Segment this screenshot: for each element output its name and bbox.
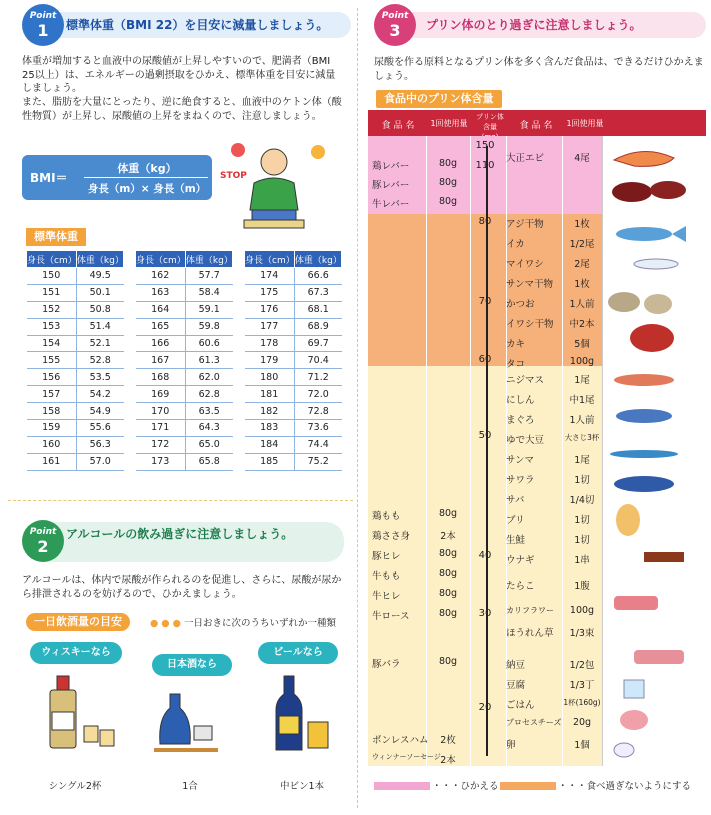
weight-cell: 72.0: [294, 386, 341, 403]
right-food-amount: 1尾: [574, 375, 590, 386]
header-amount-1: 1回使用量: [430, 119, 468, 128]
std-weight-row: [245, 268, 342, 285]
std-weight-header-row: [136, 251, 233, 268]
scale-tick-label: 30: [478, 608, 492, 619]
right-food-amount: 1/2包: [569, 660, 595, 671]
right-food-name: 大正エビ: [506, 153, 545, 164]
drink-guide-note: [150, 615, 336, 629]
right-food-name: 生鮭: [506, 535, 526, 546]
std-weight-table: [26, 250, 124, 471]
table-vline-3: [506, 136, 507, 766]
height-cell: 179: [245, 352, 295, 369]
right-food-name: 納豆: [506, 660, 526, 671]
right-food-name: イワシ干物: [506, 319, 554, 330]
header-purine: プリン体含量: [476, 113, 504, 131]
right-food-amount: 1枚: [574, 279, 590, 290]
weight-cell: 60.6: [185, 335, 232, 352]
right-food-name: にしん: [506, 395, 535, 406]
point3-badge-word: Point: [381, 11, 409, 21]
height-cell: 169: [136, 386, 186, 403]
right-food-amount: 1/4切: [569, 495, 595, 506]
purine-scale-line: [486, 146, 488, 756]
svg-text:STOP: STOP: [220, 171, 247, 181]
height-cell: 173: [136, 453, 186, 470]
std-weight-row: [27, 352, 124, 369]
height-cell: 160: [27, 436, 77, 453]
point2-title: アルコールの飲み過ぎに注意しましょう。: [66, 527, 294, 541]
left-food-name: 鶏もも: [372, 511, 401, 522]
tofu-icon: [624, 680, 644, 698]
ham-icon: [620, 710, 648, 730]
right-food-amount: 2尾: [574, 259, 590, 270]
weight-cell: 75.2: [294, 453, 341, 470]
right-food-name: カリフラワー: [506, 606, 554, 615]
std-weight-row: [245, 386, 342, 403]
height-cell: 174: [245, 268, 295, 285]
right-food-amount: 1/3丁: [569, 680, 595, 691]
weight-cell: 66.6: [294, 268, 341, 285]
weight-cell: 51.4: [76, 318, 123, 335]
right-food-amount: 1人前: [569, 299, 595, 310]
std-weight-row: [136, 318, 233, 335]
std-weight-row: [27, 335, 124, 352]
left-food-name: 豚レバー: [372, 180, 410, 191]
left-food-name: 牛もも: [372, 571, 401, 582]
height-cell: 165: [136, 318, 186, 335]
right-food-amount: 1/3束: [569, 628, 595, 639]
left-food-name: 牛ヒレ: [372, 591, 401, 602]
right-food-name: イカ: [506, 239, 525, 250]
left-food-name: ボンレスハム: [372, 735, 429, 746]
height-cell: 156: [27, 369, 77, 386]
point1-badge: [22, 4, 64, 46]
height-cell: 170: [136, 403, 186, 420]
weight-cell: 52.8: [76, 352, 123, 369]
height-cell: 159: [27, 420, 77, 437]
weight-cell: 61.3: [185, 352, 232, 369]
std-weight-row: [136, 403, 233, 420]
std-weight-row: [136, 436, 233, 453]
weight-cell: 64.3: [185, 420, 232, 437]
bmi-numerator: 体重（kg）: [117, 162, 177, 175]
fish-icon: [616, 226, 686, 242]
right-food-amount: 100g: [569, 605, 595, 616]
right-food-amount: 1切: [574, 515, 590, 526]
weight-cell: 68.9: [294, 318, 341, 335]
bmi-denominator: 身長（m）× 身長（m）: [87, 183, 207, 195]
weight-cell: 72.8: [294, 403, 341, 420]
std-weight-row: [27, 436, 124, 453]
right-food-name: ほうれん草: [506, 628, 554, 639]
meat-icon: [614, 596, 684, 664]
right-food-amount: 1/2尾: [569, 239, 595, 250]
scale-tick-label: 50: [478, 430, 492, 441]
right-food-amount: 1切: [574, 475, 590, 486]
std-weight-table: [244, 250, 342, 471]
weight-cell: 52.1: [76, 335, 123, 352]
std-weight-row: [245, 369, 342, 386]
right-food-amount: 1串: [574, 555, 590, 566]
height-cell: 182: [245, 403, 295, 420]
right-food-name: ゆで大豆: [506, 435, 545, 446]
scale-tick-label: 150: [475, 140, 495, 151]
left-food-amount: 80g: [438, 588, 458, 599]
std-weight-row: [27, 369, 124, 386]
octopus-icon: [630, 324, 674, 352]
sake-bottle-icon: [150, 684, 230, 758]
point2-badge-num: 2: [37, 537, 49, 556]
std-weight-row: [136, 420, 233, 437]
left-food-name: 豚バラ: [372, 659, 401, 670]
drink-beer-label: ビールなら: [258, 642, 338, 664]
right-food-amount: 1枚: [574, 219, 590, 230]
height-header: 身長（cm）: [245, 251, 295, 268]
legend-avoid-label: ・・・ひかえる: [432, 781, 499, 792]
height-cell: 184: [245, 436, 295, 453]
weight-cell: 57.0: [76, 453, 123, 470]
purine-table-header: [368, 110, 706, 136]
height-header: 身長（cm）: [27, 251, 77, 268]
height-cell: 175: [245, 284, 295, 301]
point2-text: アルコールは、体内で尿酸が作られるのを促進し、さらに、尿酸が尿から排泄されるのを妨げるので、ひかえましょう。: [22, 575, 342, 600]
liver-icon: [612, 181, 686, 202]
right-food-name: カキ: [506, 339, 526, 350]
weight-cell: 73.6: [294, 420, 341, 437]
squid-icon: [634, 259, 678, 269]
drink-guide-note-text: 一日おきに次のうちいずれか一種類: [183, 618, 336, 629]
weight-cell: 55.6: [76, 420, 123, 437]
right-food-name: 豆腐: [506, 680, 526, 691]
point1-title: 標準体重（BMI 22）を目安に減量しましょう。: [66, 18, 329, 32]
saury-icon: [610, 450, 678, 458]
egg-icon: [614, 743, 634, 757]
scale-tick-label: 60: [478, 354, 492, 365]
weight-cell: 57.7: [185, 268, 232, 285]
height-cell: 163: [136, 284, 186, 301]
beer-bottle-icon: [270, 672, 340, 754]
bmi-formula: [22, 155, 212, 200]
height-cell: 166: [136, 335, 186, 352]
header-amount-2: 1回使用量: [566, 119, 604, 128]
height-cell: 161: [27, 453, 77, 470]
std-weight-row: [245, 420, 342, 437]
person-on-scale-illustration: [214, 138, 342, 230]
weight-cell: 62.8: [185, 386, 232, 403]
left-food-amount: 2本: [440, 531, 456, 542]
right-food-amount: 1切: [574, 535, 590, 546]
scale-tick-label: 20: [478, 702, 492, 713]
right-food-name: プロセスチーズ: [506, 718, 562, 727]
drink-whisky-label: ウィスキーなら: [30, 642, 122, 664]
weight-cell: 58.4: [185, 284, 232, 301]
weight-cell: 65.0: [185, 436, 232, 453]
weight-cell: 50.1: [76, 284, 123, 301]
right-food-name: ごはん: [506, 700, 535, 711]
height-cell: 167: [136, 352, 186, 369]
left-column: [0, 0, 355, 815]
right-food-amount: 20g: [572, 717, 592, 728]
left-food-amount: 80g: [438, 608, 458, 619]
purine-table-tag: 食品中のプリン体含量: [376, 90, 502, 108]
legend-moderate-label: ・・・食べ過ぎないようにする: [558, 781, 692, 792]
weight-cell: 70.4: [294, 352, 341, 369]
std-weight-row: [27, 301, 124, 318]
std-weight-row: [136, 369, 233, 386]
left-food-amount: 80g: [438, 177, 458, 188]
point1-text-2: また、脂肪を大量にとったり、逆に絶食すると、血液中のケトン体（酸性物質）が上昇し、尿酸値の上昇をまねくので、注意しましょう。: [22, 97, 342, 122]
trout-icon: [614, 374, 674, 386]
oyster-icon: [608, 292, 672, 314]
left-food-name: 牛レバー: [372, 199, 410, 210]
height-cell: 171: [136, 420, 186, 437]
left-food-amount: 80g: [438, 508, 458, 519]
left-food-name: 豚ヒレ: [372, 551, 401, 562]
table-vlines: [426, 136, 427, 766]
point3-title: プリン体のとり過ぎに注意しましょう。: [426, 18, 642, 32]
std-weight-row: [136, 301, 233, 318]
header-food-name-2: 食 品 名: [519, 121, 553, 131]
point3-text: 尿酸を作る原料となるプリン体を多く含んだ食品は、できるだけひかえましょう。: [374, 57, 704, 82]
left-food-name: 鶏レバー: [372, 161, 410, 172]
right-food-name: マイワシ: [506, 259, 544, 270]
std-weight-row: [27, 420, 124, 437]
drink-whisky-amount: シングル2杯: [48, 781, 102, 792]
height-cell: 150: [27, 268, 77, 285]
shrimp-icon: [614, 151, 674, 166]
header-food-name-1: 食 品 名: [381, 121, 415, 131]
weight-cell: 71.2: [294, 369, 341, 386]
right-food-amount: 1尾: [574, 455, 590, 466]
right-food-name: サバ: [506, 495, 525, 506]
drink-sake-amount: 1合: [182, 781, 198, 792]
right-food-amount: 1杯(160g): [563, 698, 601, 707]
left-food-name: ウィンナーソーセージ: [372, 753, 441, 761]
std-weight-row: [136, 453, 233, 470]
point2-header: [26, 522, 344, 562]
right-food-amount: 1人前: [569, 415, 595, 426]
std-weight-row: [136, 352, 233, 369]
right-food-name: サンマ: [506, 455, 535, 466]
drink-sake-label: 日本酒なら: [152, 654, 232, 676]
std-weight-tag: 標準体重: [26, 228, 86, 246]
weight-cell: 54.2: [76, 386, 123, 403]
point1-text-1: 体重が増加すると血液中の尿酸値が上昇しやすいので、肥満者（BMI 25以上）は、エネルギーの過剰摂取をひかえ、標準体重を目安に減量しましょう。: [22, 56, 336, 95]
std-weight-row: [245, 284, 342, 301]
std-weight-table: [135, 250, 233, 471]
weight-cell: 74.4: [294, 436, 341, 453]
height-cell: 180: [245, 369, 295, 386]
std-weight-row: [136, 335, 233, 352]
bmi-fraction-line: [84, 177, 208, 178]
std-weight-row: [245, 436, 342, 453]
weight-cell: 68.1: [294, 301, 341, 318]
right-food-name: まぐろ: [506, 415, 535, 426]
std-weight-row: [245, 453, 342, 470]
left-food-amount: 80g: [438, 158, 458, 169]
section-divider: [8, 500, 353, 501]
weight-cell: 62.0: [185, 369, 232, 386]
height-header: 身長（cm）: [136, 251, 186, 268]
std-weight-row: [27, 453, 124, 470]
right-food-name: ブリ: [506, 515, 525, 526]
left-food-amount: 80g: [438, 656, 458, 667]
height-cell: 176: [245, 301, 295, 318]
point1-badge-num: 1: [37, 21, 49, 40]
left-food-amount: 2本: [440, 755, 456, 766]
height-cell: 158: [27, 403, 77, 420]
height-cell: 185: [245, 453, 295, 470]
height-cell: 152: [27, 301, 77, 318]
height-cell: 177: [245, 318, 295, 335]
right-food-name: アジ干物: [506, 219, 544, 230]
weight-cell: 65.8: [185, 453, 232, 470]
point3-badge-num: 3: [389, 21, 401, 40]
std-weight-row: [136, 268, 233, 285]
height-cell: 153: [27, 318, 77, 335]
std-weight-row: [245, 403, 342, 420]
std-weight-row: [245, 335, 342, 352]
table-vline-2: [470, 136, 471, 766]
point2-badge-word: Point: [29, 527, 57, 537]
right-food-name: サンマ干物: [506, 279, 554, 290]
right-food-name: 卵: [506, 740, 516, 751]
chicken-leg-icon: [616, 504, 640, 536]
std-weight-row: [136, 284, 233, 301]
scale-tick-label: 40: [478, 550, 492, 561]
scale-tick-label: 110: [475, 160, 495, 171]
whisky-bottle-icon: [40, 672, 120, 752]
bmi-label: BMI＝: [30, 171, 68, 185]
height-cell: 151: [27, 284, 77, 301]
right-food-name: タコ: [506, 359, 526, 370]
std-weight-row: [136, 386, 233, 403]
left-food-amount: 80g: [438, 548, 458, 559]
std-weight-row: [245, 301, 342, 318]
height-cell: 154: [27, 335, 77, 352]
std-weight-row: [27, 284, 124, 301]
right-food-name: たらこ: [506, 581, 535, 592]
left-food-amount: 2枚: [440, 735, 456, 746]
left-food-name: 牛ロース: [372, 611, 410, 622]
weight-cell: 50.8: [76, 301, 123, 318]
right-food-amount: 4尾: [574, 153, 590, 164]
height-cell: 164: [136, 301, 186, 318]
std-weight-row: [27, 386, 124, 403]
std-weight-row: [27, 403, 124, 420]
right-food-amount: 5個: [574, 339, 590, 350]
std-weight-row: [27, 318, 124, 335]
point1-header: [26, 12, 351, 38]
height-cell: 168: [136, 369, 186, 386]
weight-cell: 49.5: [76, 268, 123, 285]
height-cell: 183: [245, 420, 295, 437]
right-food-amount: 中1尾: [569, 395, 595, 406]
point1-badge-word: Point: [29, 11, 57, 21]
weight-cell: 67.3: [294, 284, 341, 301]
right-food-name: かつお: [506, 299, 535, 310]
drink-guide-tag: 一日飲酒量の目安: [26, 613, 130, 631]
dots-icon: ● ● ●: [150, 618, 181, 629]
right-food-name: サワラ: [506, 475, 535, 486]
right-food-name: ニジマス: [506, 375, 545, 386]
height-cell: 172: [136, 436, 186, 453]
weight-cell: 56.3: [76, 436, 123, 453]
weight-header: 体重（kg）: [185, 251, 232, 268]
drink-beer-amount: 中ビン1本: [279, 781, 325, 792]
left-food-amount: 80g: [438, 196, 458, 207]
herring-icon: [616, 409, 672, 423]
weight-cell: 53.5: [76, 369, 123, 386]
std-weight-header-row: [245, 251, 342, 268]
point3-badge: [374, 4, 416, 46]
weight-header: 体重（kg）: [294, 251, 341, 268]
scale-tick-label: 70: [478, 296, 492, 307]
height-cell: 178: [245, 335, 295, 352]
weight-cell: 63.5: [185, 403, 232, 420]
height-cell: 155: [27, 352, 77, 369]
mackerel-icon: [614, 476, 674, 492]
left-food-amount: 80g: [438, 568, 458, 579]
right-food-amount: 大さじ3杯: [564, 433, 600, 442]
right-food-amount: 1個: [574, 740, 590, 751]
height-cell: 181: [245, 386, 295, 403]
food-illustrations: [604, 140, 704, 764]
weight-cell: 59.8: [185, 318, 232, 335]
weight-cell: 59.1: [185, 301, 232, 318]
right-food-amount: 100g: [569, 356, 595, 367]
point3-header: [386, 12, 706, 38]
right-food-amount: 1腹: [574, 581, 590, 592]
weight-cell: 69.7: [294, 335, 341, 352]
weight-header: 体重（kg）: [76, 251, 123, 268]
height-cell: 162: [136, 268, 186, 285]
weight-cell: 54.9: [76, 403, 123, 420]
height-cell: 157: [27, 386, 77, 403]
column-divider: [357, 8, 358, 808]
legend-avoid-swatch: [374, 782, 430, 790]
right-food-amount: 中2本: [569, 319, 595, 330]
std-weight-row: [27, 268, 124, 285]
scale-tick-label: 80: [478, 216, 492, 227]
eel-icon: [644, 552, 684, 562]
point2-badge: [22, 520, 64, 562]
left-food-name: 鶏ささ身: [372, 531, 411, 542]
std-weight-header-row: [27, 251, 124, 268]
std-weight-row: [245, 352, 342, 369]
right-food-name: ウナギ: [506, 555, 535, 566]
right-column: [360, 0, 711, 815]
table-vline-4: [562, 136, 563, 766]
legend-moderate-swatch: [500, 782, 556, 790]
std-weight-row: [245, 318, 342, 335]
